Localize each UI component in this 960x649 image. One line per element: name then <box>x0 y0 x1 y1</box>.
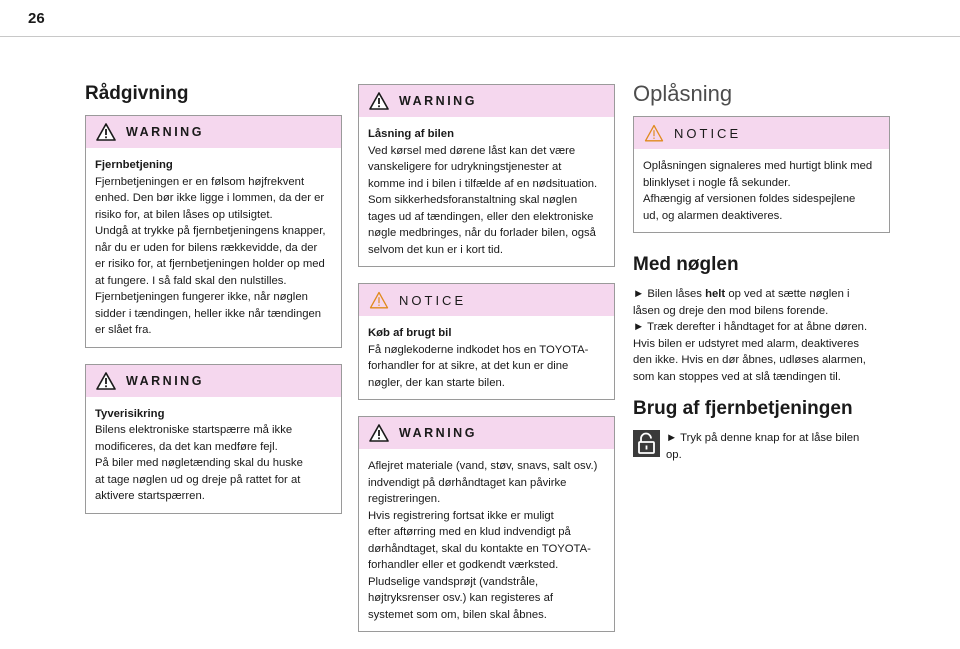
page-number: 26 <box>28 10 45 27</box>
line: ► Tryk på denne knap for at låse bilen <box>666 432 860 444</box>
column-2 <box>358 84 615 648</box>
text-span: op ved at sætte nøglen i <box>725 288 850 300</box>
line: registreringen. <box>368 493 441 505</box>
line <box>633 286 890 303</box>
warning-subtitle: Fjernbetjening <box>95 159 173 171</box>
heading-brug-af-fjernbetjeningen: Brug af fjernbetjeningen <box>633 398 853 419</box>
warning-box-aflejret <box>358 416 615 632</box>
line: blinklyset i nogle få sekunder. <box>643 176 791 189</box>
line: risiko for, at bilen låses op utilsigtet. <box>95 208 273 221</box>
line: dørhåndtaget, skal du kontakte en TOYOTA- <box>368 542 591 555</box>
line: Som sikkerhedsforanstaltning skal nøglen <box>368 194 578 206</box>
line: tages ud af tændingen, eller den elektroniske <box>368 210 594 223</box>
line: nøgler, der kan starte bilen. <box>368 376 505 389</box>
notice-triangle-icon <box>644 124 664 142</box>
warning-triangle-icon <box>369 424 389 442</box>
notice-box-oplaasning <box>633 116 890 233</box>
warning-label: WARNING <box>399 94 477 108</box>
line: Pludselige vandsprøjt (vandstråle, <box>368 575 539 588</box>
line: Få nøglekoderne indkodet hos en TOYOTA- <box>368 343 589 356</box>
line: er risiko for, at fjernbetjeningen holder op med <box>95 258 325 270</box>
line: På biler med nøgletænding skal du huske <box>95 457 303 469</box>
line: når du er uden for bilens rækkevidde, da der <box>95 241 318 254</box>
line: ► Træk derefter i håndtaget for at åbne døren. <box>633 321 868 333</box>
line: låsen og dreje den mod bilens forende. <box>633 304 829 317</box>
line: op. <box>666 448 682 461</box>
line: forhandler eller et godkendt værksted. <box>368 559 559 571</box>
line: Aflejret materiale (vand, støv, snavs, salt osv.) <box>368 460 598 472</box>
line: Hvis registrering fortsat ikke er muligt <box>368 509 554 522</box>
line: Hvis bilen er udstyret med alarm, deaktiveres <box>633 337 860 350</box>
text-span: ► Bilen låses <box>633 288 706 300</box>
warning-subtitle: Låsning af bilen <box>368 128 454 140</box>
warning-label: WARNING <box>126 373 204 388</box>
line: vanskeligere for udrykningstjenester at <box>368 161 562 173</box>
notice-label: NOTICE <box>399 292 467 308</box>
warning-box-laasning <box>358 84 615 267</box>
line: modificeres, da det kan medføre fejl. <box>95 440 278 453</box>
column-1 <box>85 82 342 530</box>
heading-oplaasning: Oplåsning <box>633 81 733 106</box>
line: at fungere. I så fald skal den nulstilles. <box>95 274 287 287</box>
line: aktivere startspærren. <box>95 490 205 502</box>
notice-box-brugt-bil <box>358 283 615 400</box>
line: at tage nøglen ud og dreje på rattet for at <box>95 473 301 486</box>
line: systemet som om, bilen skal åbnes. <box>368 608 547 621</box>
line: Undgå at trykke på fjernbetjeningens knapper, <box>95 225 326 237</box>
bold-text: helt <box>705 288 726 300</box>
warning-triangle-icon <box>96 372 116 390</box>
line: selvom det kun er i kort tid. <box>368 243 503 256</box>
line: ud, og alarmen deaktiveres. <box>643 209 783 222</box>
line: sidder i tændingen, heller ikke når tændingen <box>95 307 322 320</box>
warning-box-tyverisikring <box>85 364 342 514</box>
line: enhed. Den bør ikke ligge i lommen, da der er <box>95 192 325 204</box>
notice-subtitle: Køb af brugt bil <box>368 327 452 339</box>
line: efter aftørring med en klud indvendigt på <box>368 526 571 538</box>
line: Afhængig af versionen foldes sidespejlene <box>643 193 856 205</box>
line: som kan stoppes ved at slå tændingen til. <box>633 370 841 383</box>
warning-label: WARNING <box>126 125 204 139</box>
line: Bilens elektroniske startspærre må ikke <box>95 424 293 436</box>
line: Fjernbetjeningen fungerer ikke, når nøglen <box>95 291 308 303</box>
unlock-icon <box>633 430 660 457</box>
line: indvendigt på dørhåndtaget kan påvirke <box>368 476 567 489</box>
notice-label: NOTICE <box>674 125 742 141</box>
notice-triangle-icon <box>369 291 389 309</box>
column-3 <box>633 82 890 463</box>
warning-label: WARNING <box>399 426 477 440</box>
remote-instruction <box>633 430 890 463</box>
line: Oplåsningen signaleres med hurtigt blink med <box>643 160 873 172</box>
warning-triangle-icon <box>96 123 116 141</box>
warning-subtitle: Tyverisikring <box>95 407 165 420</box>
remote-text <box>666 430 859 463</box>
line: Ved kørsel med dørene låst kan det være <box>368 144 576 157</box>
line: forhandler for at sikre, at det kun er dine <box>368 360 569 372</box>
heading-raadgivning: Rådgivning <box>85 83 189 104</box>
line: Fjernbetjeningen er en følsom højfrekvent <box>95 175 305 188</box>
top-divider <box>0 36 960 37</box>
line: højtryksrenser osv.) kan registeres af <box>368 592 553 604</box>
line: er slået fra. <box>95 324 152 336</box>
warning-triangle-icon <box>369 92 389 110</box>
heading-med-noeglen: Med nøglen <box>633 254 739 275</box>
line: nøgle medbringes, når du forlader bilen, også <box>368 227 596 239</box>
key-instructions <box>633 286 890 385</box>
line: den ikke. Hvis en dør åbnes, udløses alarmen, <box>633 354 866 366</box>
warning-box-fjernbetjening <box>85 115 342 348</box>
line: komme ind i bilen i tilfælde af en nødsituation. <box>368 177 598 190</box>
